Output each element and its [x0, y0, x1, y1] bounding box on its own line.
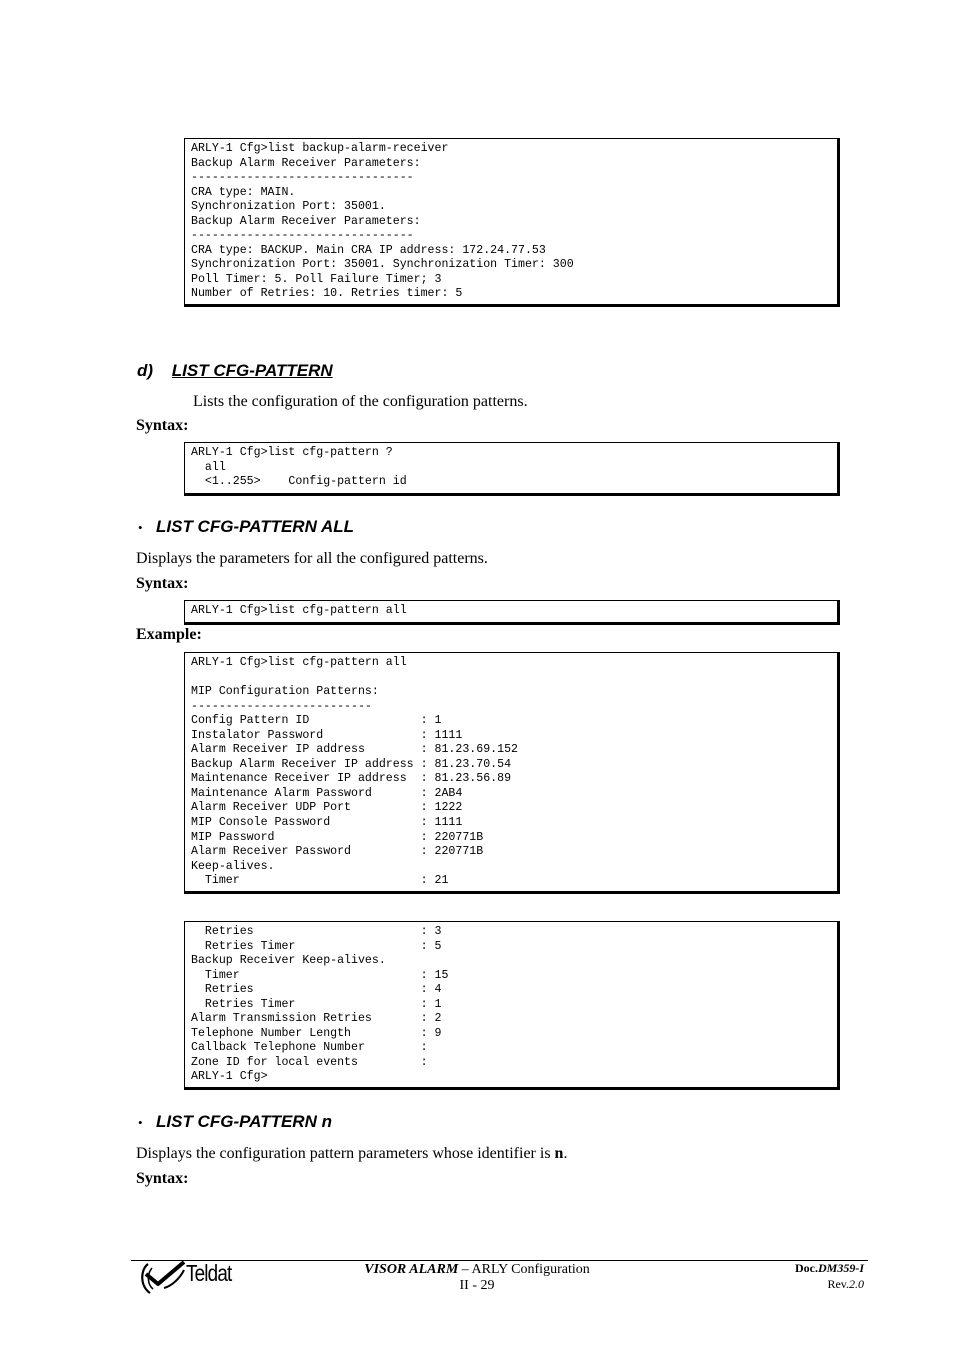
code-line: -------------------------------- — [191, 229, 414, 243]
code-line: Backup Alarm Receiver IP address : 81.23.70.54 — [191, 757, 512, 771]
code-line: Zone ID for local events : — [191, 1055, 428, 1069]
syntax-label: Syntax: — [136, 417, 189, 434]
code-line: Callback Telephone Number : — [191, 1041, 428, 1055]
code-line — [191, 671, 837, 686]
description-period: . — [563, 1145, 568, 1162]
code-line: MIP Configuration Patterns: — [191, 685, 379, 699]
code-line: MIP Console Password : 1111 — [191, 816, 463, 830]
example-label: Example: — [136, 626, 202, 643]
rev-label: Rev. — [827, 1277, 849, 1291]
code-line: Timer : 15 — [191, 968, 449, 982]
code-line: Backup Alarm Receiver Parameters: — [191, 156, 421, 170]
code-block-cfg-pattern-all-example-1 — [184, 652, 840, 894]
bullet-heading-n: LIST CFG-PATTERN n — [156, 1112, 332, 1131]
code-line: Instalator Password : 1111 — [191, 728, 463, 742]
page-number: II - 29 — [459, 1278, 495, 1293]
syntax-label: Syntax: — [136, 575, 189, 592]
code-line: ARLY-1 Cfg>list cfg-pattern all — [191, 656, 407, 669]
code-line: Alarm Receiver IP address : 81.23.69.152 — [191, 743, 518, 757]
code-line: Telephone Number Length : 9 — [191, 1026, 442, 1040]
code-line: Alarm Transmission Retries : 2 — [191, 1012, 442, 1026]
code-block-cfg-pattern-all-syntax — [184, 600, 840, 625]
doc-id-value: DM359-I — [817, 1261, 864, 1275]
code-line: Timer : 21 — [191, 874, 449, 888]
bullet-heading-all: LIST CFG-PATTERN ALL — [156, 517, 354, 536]
teldat-logo-text: Teldat — [186, 1260, 232, 1286]
code-line: Retries Timer : 1 — [191, 997, 442, 1011]
code-line: MIP Password : 220771B — [191, 830, 484, 844]
code-line: Number of Retries: 10. Retries timer: 5 — [191, 287, 463, 301]
bullet-icon: • — [138, 520, 143, 535]
code-line: Poll Timer: 5. Poll Failure Timer; 3 — [191, 272, 442, 286]
section-description: Lists the configuration of the configuration patterns. — [193, 393, 528, 410]
code-line: ARLY-1 Cfg>list cfg-pattern all — [191, 604, 407, 617]
code-line: Keep-alives. — [191, 859, 275, 873]
code-line: Alarm Receiver UDP Port : 1222 — [191, 801, 463, 815]
code-line: Backup Alarm Receiver Parameters: — [191, 214, 421, 228]
rev-value: 2.0 — [849, 1277, 864, 1291]
code-line: Config Pattern ID : 1 — [191, 714, 442, 728]
code-line: Synchronization Port: 35001. Synchronization Timer: 300 — [191, 258, 574, 272]
section-heading — [137, 361, 333, 381]
doc-label: Doc. — [794, 1261, 818, 1275]
code-line: Alarm Receiver Password : 220771B — [191, 845, 484, 859]
code-block-cfg-pattern-syntax — [184, 442, 840, 496]
footer-title-rest: – ARLY Configuration — [458, 1262, 590, 1277]
code-line: CRA type: BACKUP. Main CRA IP address: 172.24.77.53 — [191, 243, 546, 257]
code-line: ARLY-1 Cfg>list backup-alarm-receiver — [191, 142, 449, 155]
code-line: <1..255> Config-pattern id — [191, 475, 407, 489]
description-text: Displays the configuration pattern parameters whose identifier is — [136, 1145, 555, 1162]
code-line: all — [191, 460, 226, 474]
code-line: Retries : 3 — [191, 925, 442, 938]
code-line: Retries : 4 — [191, 983, 442, 997]
revision — [827, 1277, 864, 1292]
code-block-backup-receiver — [184, 138, 840, 307]
section-marker: d) — [137, 361, 154, 380]
code-line: Backup Receiver Keep-alives. — [191, 954, 386, 968]
code-line: -------------------------- — [191, 699, 372, 713]
code-line: ARLY-1 Cfg>list cfg-pattern ? — [191, 446, 393, 459]
code-line: -------------------------------- — [191, 171, 414, 185]
code-line: Maintenance Receiver IP address : 81.23.56.89 — [191, 772, 512, 786]
bullet-n-description — [136, 1145, 567, 1163]
section-title: LIST CFG-PATTERN — [171, 361, 333, 380]
footer-divider — [131, 1260, 868, 1261]
code-line: Maintenance Alarm Password : 2AB4 — [191, 786, 463, 800]
bullet-icon: • — [138, 1115, 143, 1130]
product-name: VISOR ALARM — [364, 1262, 459, 1277]
code-line: Retries Timer : 5 — [191, 939, 442, 953]
doc-id — [795, 1261, 864, 1276]
code-line: CRA type: MAIN. — [191, 185, 296, 199]
bullet-all-description: Displays the parameters for all the configured patterns. — [136, 550, 488, 567]
code-line: ARLY-1 Cfg> — [191, 1070, 268, 1084]
syntax-label: Syntax: — [136, 1170, 189, 1187]
identifier-n: n — [554, 1145, 564, 1162]
code-block-cfg-pattern-all-example-2 — [184, 921, 840, 1090]
code-line: Synchronization Port: 35001. — [191, 200, 386, 214]
